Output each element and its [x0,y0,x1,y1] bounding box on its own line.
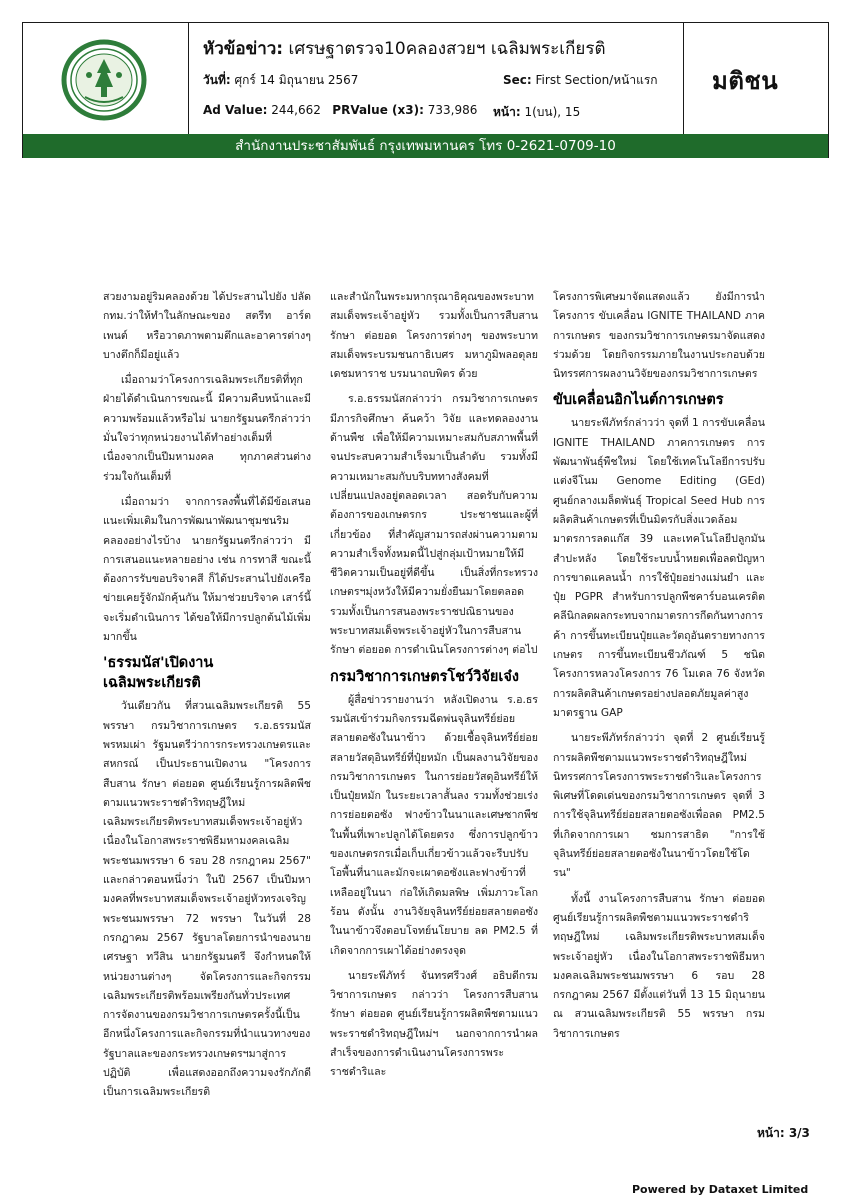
ad-value: 244,662 [271,103,321,117]
subheading: กรมวิชาการเกษตรโชว์วิจัยเจ๋ง [330,668,519,685]
page-label: หน้า: [493,105,521,119]
page-value: 1(บน), 15 [524,105,581,119]
paragraph: สวยงามอยู่ริมคลองด้วย ได้ประสานไปยัง ปลัด กทม.ว่าให้ทำในลักษณะของ สตรีท อาร์ต เพนต์ หรือวาดภาพตามตึกและอาคารต่างๆ บางตึกก็มีอยู่แล้ว [103,291,311,361]
date-value: ศุกร์ 14 มิถุนายน 2567 [234,73,359,87]
bangkok-seal-icon [61,39,147,121]
article-column-2 [330,288,538,1089]
date-row [203,71,358,90]
paragraph: เมื่อถามว่า จากการลงพื้นที่ได้มีข้อเสนอแนะเพิ่มเติมในการพัฒนาพัฒนาชุมชนริมคลองอย่างไรบ้าง นายกรัฐมนตรีกล่าวว่า มีการเสนอแนะหลายอย่าง เช่น การทาสี ขณะนี้ต้องการรับขอบริจาคสี ก็ได้ประสานไปยังเครือข่ายเคยรู้จักมักคุ้นกัน ให้มาช่วยบริจาค เสาร์นี้จะเริ่มดำเนินการ ได้ขอให้มีการปลูกต้นไม้เพิ่มมากขึ้น [103,495,311,644]
clipping-header [22,22,829,158]
subheading: 'ธรรมนัส'เปิดงานเฉลิมพระเกียรติ [103,655,214,692]
clipping-info [203,31,683,131]
headline-label: หัวข้อข่าว: [203,39,284,59]
paragraph: ร.อ.ธรรมนัสกล่าวว่า กรมวิชาการเกษตรมีภารกิจศึกษา ค้นคว้า วิจัย และทดลองงานด้านพืช เพื่อให้มีความเหมาะสมกับสภาพพื้นที่ จนประสบความสำเร็จมาเป็นลำดับ รวมทั้งมีความเหมาะสมกับบริบททางสังคมที่เปลี่ยนแปลงอยู่ตลอดเวลา สอดรับกับความต้องการของเกษตรกร ประชาชนและผู้ที่เกี่ยวข้อง ที่สำคัญสามารถส่งผ่านความตามความสำเร็จทั้งหมดนี้ไปสู่กลุ่มเป้าหมายให้มีชีวิตความเป็นอยู่ที่ดีขึ้น เป็นสิ่งที่กระทรวงเกษตรฯมุ่งหวังให้มีความยั่งยืนมาโดยตลอด รวมทั้งเป็นการสนองพระราชปณิธานของพระบาทสมเด็จพระเจ้าอยู่หัวในการสืบสาน รักษา ต่อยอด การดำเนินโครงการต่างๆ ต่อไป [330,393,538,657]
page-row [493,103,580,122]
page-number: หน้า: 3/3 [757,1126,810,1140]
publication-logo: มติชน [712,67,779,95]
date-label: วันที่: [203,73,231,87]
pr-value: 733,986 [427,103,478,117]
value-row [203,103,477,117]
headline: เศรษฐาตรวจ10คลองสวยฯ เฉลิมพระเกียรติ [288,39,606,59]
paragraph: ผู้สื่อข่าวรายงานว่า หลังเปิดงาน ร.อ.ธรรมนัสเข้าร่วมกิจกรรมฉีดพ่นจุลินทรีย์ย่อยสลายตอซังในนาข้าว ด้วยเชื้อจุลินทรีย์ย่อยสลายวัสดุอินทรีย์ที่ปุ๋ยหมัก เป็นผลงานวิจัยของกรมวิชาการเกษตร ในการย่อยวัสดุอินทรีย์ให้เป็นปุ๋ยหมัก ในระยะเวลาสั้นลง รวมทั้งช่วยเร่งการย่อยตอซัง ฟางข้าวในนาและเศษซากพืชในพื้นที่เพาะปลูกได้โดยตรง ซึ่งการปลูกข้าวของเกษตรกรเมื่อเก็บเกี่ยวข้าวแล้วจะรีบปรับโอพื้นที่นาและมักจะเผาตอซังและฟางข้าวที่เหลืออยู่ในนา ก่อให้เกิดมลพิษ เพิ่มภาวะโลกร้อน ดังนั้น งานวิจัยจุลินทรีย์ย่อยสลายตอซังในนาข้าวจึงตอบโจทย์นโยบาย ลด PM2.5 ที่เกิดจากการเผาได้อย่างตรงจุด [330,693,538,957]
article-column-3 [553,288,765,1050]
pr-value-label: PRValue (x3): [332,103,424,117]
paragraph: และสำนักในพระมหากรุณาธิคุณของพระบาทสมเด็จพระเจ้าอยู่หัว รวมทั้งเป็นการสืบสาน รักษา ต่อยอด โครงการต่างๆ ของพระบาทสมเด็จพระบรมชนกาธิเบศร มหาภูมิพลอดุลยเดชมหาราช บรมนาถบพิตร ด้วย [330,291,538,381]
powered-by-credit: Powered by Dataxet Limited [632,1183,809,1196]
emblem-cell [23,23,189,134]
paragraph: นายระพีภัทร์ จันทรศรีวงศ์ อธิบดีกรมวิชาการเกษตร กล่าวว่า โครงการสืบสาน รักษา ต่อยอด ศูนย์เรียนรู้การผลิตพืชตามแนวพระราชดำริทฤษฎีใหม่ฯ นอกจากการนำผลสำเร็จของการดำเนินงานโครงการพระราชดำริและ [330,969,538,1079]
agency-banner: สำนักงานประชาสัมพันธ์ กรุงเทพมหานคร โทร 0-2621-0709-10 [23,134,828,158]
publication-cell [683,23,828,134]
section-row [503,71,658,90]
section-label: Sec: [503,73,532,87]
paragraph: เมื่อถามว่าโครงการเฉลิมพระเกียรติที่ทุกฝ่ายได้ดำเนินการขณะนี้ มีความคืบหน้าและมีความพร้อมแล้วหรือไม่ นายกรัฐมนตรีกล่าวว่า มั่นใจว่าทุกหน่วยงานได้ทำอย่างเต็มที่ เนื่องจากเป็นปีมหามงคล ทุกภาคส่วนต่างร่วมใจกันเต็มที่ [103,374,311,483]
section-value: First Section/หน้าแรก [535,73,658,87]
paragraph: ทั้งนี้ งานโครงการสืบสาน รักษา ต่อยอด ศูนย์เรียนรู้การผลิตพืชตามแนวพระราชดำริทฤษฎีใหม่ เฉลิมพระเกียรติพระบาทสมเด็จพระเจ้าอยู่หัว เนื่องในโอกาสพระราชพิธีมหามงคลเฉลิมพระชนมพรรษา 6 รอบ 28 กรกฎาคม 2567 มีตั้งแต่วันที่ 13 15 มิถุนายน ณ สวนเฉลิมพระเกียรติ 55 พรรษา กรมวิชาการเกษตร [553,892,765,1040]
paragraph: วันเดียวกัน ที่สวนเฉลิมพระเกียรติ 55 พรรษา กรมวิชาการเกษตร ร.อ.ธรรมนัส พรหมเผ่า รัฐมนตรีว่าการกระทรวงเกษตรและสหกรณ์ เป็นประธานเปิดงาน "โครงการสืบสาน รักษา ต่อยอด ศูนย์เรียนรู้การผลิตพืชตามแนวพระราชดำริทฤษฎีใหม่ เฉลิมพระเกียรติพระบาทสมเด็จพระเจ้าอยู่หัว เนื่องในโอกาสพระราชพิธีมหามงคลเฉลิมพระชนมพรรษา 6 รอบ 28 กรกฎาคม 2567" และกล่าวตอนหนึ่งว่า ในปี 2567 เป็นปีมหามงคลที่พระบาทสมเด็จพระเจ้าอยู่หัวทรงเจริญพระชนมพรรษา 72 พรรษา ในวันที่ 28 กรกฎาคม 2567 รัฐบาลโดยการนำของนายเศรษฐา ทวีสิน นายกรัฐมนตรี จึงกำหนดให้หน่วยงานต่างๆ จัดโครงการและกิจกรรมเฉลิมพระเกียรติพร้อมเพรียงกันทั่วประเทศ การจัดงานของกรมวิชาการเกษตรครั้งนี้เป็นอีกหนึ่งโครงการและกิจกรรมที่นำแนวทางของรัฐบาลและของกระทรวงเกษตรฯมาสู่การปฏิบัติ เพื่อแสดงออกถึงความจงรักภักดี เป็นการเฉลิมพระเกียรติ [103,700,311,1099]
paragraph: นายระพีภัทร์กล่าวว่า จุดที่ 2 ศูนย์เรียนรู้การผลิตพืชตามแนวพระราชดำริทฤษฎีใหม่ นิทรรศการโครงการพระราชดำริและโครงการพิเศษที่โดดเด่นของกรมวิชาการเกษตร จุดที่ 3 การใช้จุลินทรีย์ย่อยสลายตอซังเพื่อลด PM2.5 ที่เกิดจากการเผา ชมการสาธิต "การใช้จุลินทรีย์ย่อยสลายตอซังในนาข้าวโดยใช้โดรน" [553,732,765,880]
paragraph: โครงการพิเศษมาจัดแสดงแล้ว ยังมีการนำโครงการ ขับเคลื่อน IGNITE THAILAND ภาคการเกษตร ของกรมวิชาการเกษตรมาจัดแสดงร่วมด้วย โดยกิจกรรมภายในงานประกอบด้วยนิทรรศการผลงานวิจัยของกรมวิชาการเกษตร [553,291,765,381]
subheading: ขับเคลื่อนอิกไนต์การเกษตร [553,392,724,409]
paragraph: นายระพีภัทร์กล่าวว่า จุดที่ 1 การขับเคลื่อน IGNITE THAILAND ภาคการเกษตร การพัฒนาพันธุ์พืชใหม่ โดยใช้เทคโนโลยีการปรับแต่งจีโนม Genome Editing (GEd) ศูนย์กลางเมล็ดพันธุ์ Tropical Seed Hub การผลิตสินค้าเกษตรที่เป็นมิตรกับสิ่งแวดล้อม มาตรการลดแก๊ส 39 และเทคโนโลยีปลูกมันสำปะหลัง โดยใช้ระบบน้ำหยดเพื่อลดปัญหาการขาดแคลนน้ำ การใช้ปุ๋ยอย่างแม่นยำ และปุ๋ย PGPR สำหรับการปลูกพืชคาร์บอนเครดิตคลีนิกลดผลกระทบจากมาตรการกีดกันทางการค้า การขึ้นทะเบียนปุ๋ยและวัตถุอันตรายทางการเกษตร การขึ้นทะเบียนชีวภัณฑ์ 5 ชนิด โครงการหลวงโครงการ 76 โมเดล 76 จังหวัดการผลิตสินค้าเกษตรอย่างปลอดภัยมูลค่าสูงมาตรฐาน GAP [553,417,765,719]
ad-value-label: Ad Value: [203,103,268,117]
article-column-1 [103,288,311,1109]
headline-row [203,35,606,62]
